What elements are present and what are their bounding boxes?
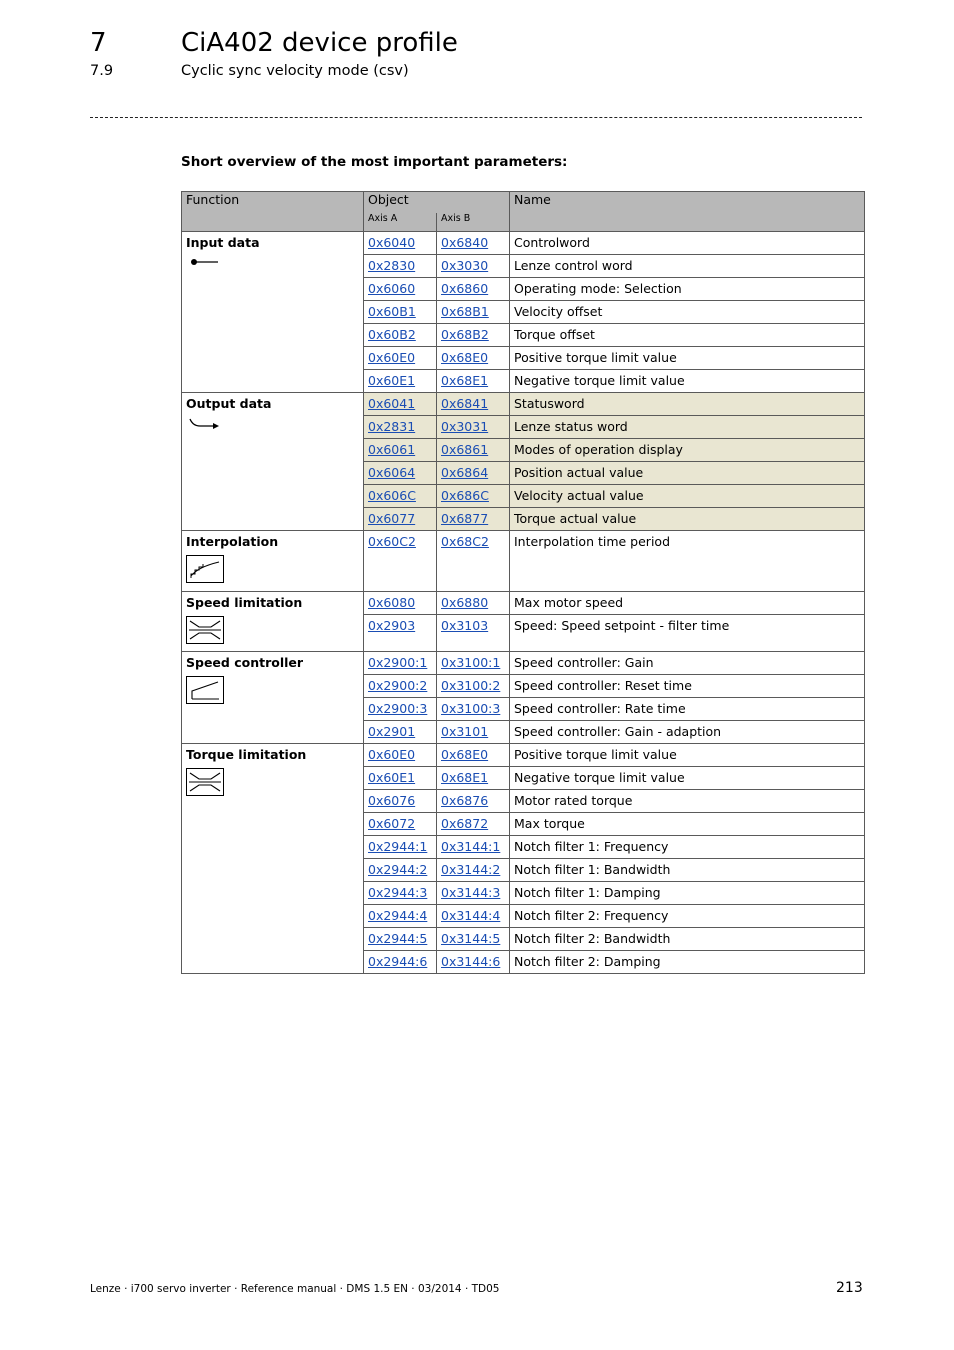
table-row [182, 592, 865, 615]
object-link-axis-a[interactable]: 0x6077 [368, 511, 416, 526]
header-axis-a: Axis A [364, 213, 437, 232]
function-cell [182, 744, 364, 974]
output-data-arrow-icon [186, 417, 359, 435]
object-cell-axis-a [364, 767, 437, 790]
object-link-axis-b[interactable]: 0x6841 [441, 396, 489, 411]
parameter-name: Negative torque limit value [510, 370, 865, 393]
object-cell-axis-a [364, 508, 437, 531]
object-cell-axis-b [437, 508, 510, 531]
object-link-axis-a[interactable]: 0x2944:1 [368, 839, 428, 854]
object-link-axis-b[interactable]: 0x68B1 [441, 304, 489, 319]
object-cell-axis-a [364, 485, 437, 508]
object-cell-axis-a [364, 675, 437, 698]
object-cell-axis-a [364, 859, 437, 882]
object-cell-axis-a [364, 813, 437, 836]
object-cell-axis-a [364, 531, 437, 592]
header-name: Name [510, 192, 865, 232]
parameter-name: Speed controller: Rate time [510, 698, 865, 721]
parameter-name: Lenze control word [510, 255, 865, 278]
object-cell-axis-a [364, 652, 437, 675]
parameter-name: Notch filter 1: Damping [510, 882, 865, 905]
object-cell-axis-a [364, 928, 437, 951]
parameter-name: Velocity actual value [510, 485, 865, 508]
function-label: Speed limitation [186, 595, 303, 610]
interpolation-icon [186, 555, 359, 587]
object-link-axis-b[interactable]: 0x6880 [441, 595, 489, 610]
object-cell-axis-b [437, 462, 510, 485]
object-cell-axis-b [437, 439, 510, 462]
object-link-axis-b[interactable]: 0x3144:2 [441, 862, 501, 877]
function-cell [182, 393, 364, 531]
parameter-name: Operating mode: Selection [510, 278, 865, 301]
object-link-axis-b[interactable]: 0x68B2 [441, 327, 489, 342]
object-cell-axis-a [364, 592, 437, 615]
parameter-name: Notch filter 2: Bandwidth [510, 928, 865, 951]
object-link-axis-a[interactable]: 0x2901 [368, 724, 416, 739]
object-link-axis-a[interactable]: 0x2900:3 [368, 701, 428, 716]
function-label: Output data [186, 396, 272, 411]
table-row [182, 531, 865, 592]
object-cell-axis-b [437, 531, 510, 592]
object-cell-axis-b [437, 859, 510, 882]
object-cell-axis-b [437, 767, 510, 790]
page-number: 213 [836, 1280, 863, 1296]
object-cell-axis-a [364, 744, 437, 767]
object-link-axis-a[interactable]: 0x6064 [368, 465, 416, 480]
object-cell-axis-a [364, 905, 437, 928]
object-link-axis-b[interactable]: 0x3100:1 [441, 655, 501, 670]
object-link-axis-a[interactable]: 0x6080 [368, 595, 416, 610]
object-cell-axis-b [437, 485, 510, 508]
parameter-name: Interpolation time period [510, 531, 865, 592]
object-cell-axis-b [437, 615, 510, 652]
object-cell-axis-a [364, 370, 437, 393]
object-link-axis-a[interactable]: 0x60B1 [368, 304, 416, 319]
object-cell-axis-b [437, 698, 510, 721]
object-cell-axis-b [437, 836, 510, 859]
header-axis-b: Axis B [437, 213, 510, 232]
object-link-axis-a[interactable]: 0x60B2 [368, 327, 416, 342]
function-label: Input data [186, 235, 260, 250]
object-cell-axis-b [437, 744, 510, 767]
parameter-name: Speed controller: Gain - adaption [510, 721, 865, 744]
object-link-axis-b[interactable]: 0x6861 [441, 442, 489, 457]
object-link-axis-a[interactable]: 0x2944:4 [368, 908, 428, 923]
object-cell-axis-a [364, 615, 437, 652]
parameter-name: Statusword [510, 393, 865, 416]
function-cell [182, 592, 364, 652]
object-link-axis-b[interactable]: 0x6840 [441, 235, 489, 250]
object-cell-axis-a [364, 698, 437, 721]
object-link-axis-b[interactable]: 0x6877 [441, 511, 489, 526]
object-cell-axis-b [437, 393, 510, 416]
object-cell-axis-b [437, 232, 510, 255]
object-link-axis-b[interactable]: 0x3101 [441, 724, 489, 739]
object-link-axis-a[interactable]: 0x2831 [368, 419, 416, 434]
object-cell-axis-a [364, 416, 437, 439]
header-function: Function [182, 192, 364, 232]
function-cell [182, 232, 364, 393]
object-cell-axis-a [364, 836, 437, 859]
parameter-name: Controlword [510, 232, 865, 255]
object-link-axis-a[interactable]: 0x60E0 [368, 350, 416, 365]
parameter-name: Speed controller: Gain [510, 652, 865, 675]
parameter-table [181, 191, 865, 974]
section-number: 7.9 [90, 63, 114, 79]
chapter-title: CiA402 device profile [181, 28, 458, 58]
parameter-name: Positive torque limit value [510, 347, 865, 370]
function-label: Speed controller [186, 655, 304, 670]
table-row [182, 232, 865, 255]
object-link-axis-b[interactable]: 0x3144:3 [441, 885, 501, 900]
object-link-axis-b[interactable]: 0x6860 [441, 281, 489, 296]
object-link-axis-a[interactable]: 0x2900:1 [368, 655, 428, 670]
object-link-axis-b[interactable]: 0x6864 [441, 465, 489, 480]
object-cell-axis-b [437, 278, 510, 301]
object-link-axis-a[interactable]: 0x2944:5 [368, 931, 428, 946]
object-link-axis-a[interactable]: 0x60E1 [368, 373, 416, 388]
object-link-axis-a[interactable]: 0x606C [368, 488, 416, 503]
parameter-name: Torque offset [510, 324, 865, 347]
object-cell-axis-b [437, 301, 510, 324]
object-link-axis-a[interactable]: 0x60C2 [368, 534, 416, 549]
object-cell-axis-b [437, 592, 510, 615]
object-link-axis-a[interactable]: 0x60E1 [368, 770, 416, 785]
parameter-name: Notch filter 1: Frequency [510, 836, 865, 859]
object-cell-axis-a [364, 324, 437, 347]
parameter-name: Speed controller: Reset time [510, 675, 865, 698]
object-link-axis-a[interactable]: 0x6061 [368, 442, 416, 457]
object-link-axis-a[interactable]: 0x2830 [368, 258, 416, 273]
parameter-name: Notch filter 2: Damping [510, 951, 865, 974]
object-cell-axis-a [364, 951, 437, 974]
object-link-axis-b[interactable]: 0x68C2 [441, 534, 489, 549]
object-cell-axis-b [437, 905, 510, 928]
object-cell-axis-a [364, 347, 437, 370]
object-link-axis-a[interactable]: 0x6041 [368, 396, 416, 411]
table-intro-heading: Short overview of the most important parameters: [181, 154, 568, 170]
parameter-name: Velocity offset [510, 301, 865, 324]
object-link-axis-b[interactable]: 0x3100:3 [441, 701, 501, 716]
limitation-icon [186, 616, 359, 648]
parameter-name: Max torque [510, 813, 865, 836]
parameter-name: Max motor speed [510, 592, 865, 615]
object-cell-axis-b [437, 813, 510, 836]
object-link-axis-b[interactable]: 0x68E0 [441, 747, 489, 762]
parameter-name: Torque actual value [510, 508, 865, 531]
parameter-name: Modes of operation display [510, 439, 865, 462]
object-link-axis-b[interactable]: 0x3144:5 [441, 931, 501, 946]
input-data-arrow-icon [186, 256, 359, 272]
function-label: Interpolation [186, 534, 279, 549]
object-link-axis-a[interactable]: 0x2944:3 [368, 885, 428, 900]
object-link-axis-b[interactable]: 0x6876 [441, 793, 489, 808]
object-cell-axis-b [437, 370, 510, 393]
object-link-axis-a[interactable]: 0x2903 [368, 618, 416, 633]
parameter-name: Notch filter 2: Frequency [510, 905, 865, 928]
footer-text: Lenze · i700 servo inverter · Reference manual · DMS 1.5 EN · 03/2014 · TD05 [90, 1283, 500, 1295]
object-link-axis-a[interactable]: 0x6072 [368, 816, 416, 831]
object-link-axis-a[interactable]: 0x60E0 [368, 747, 416, 762]
object-cell-axis-a [364, 790, 437, 813]
parameter-name: Positive torque limit value [510, 744, 865, 767]
object-cell-axis-a [364, 721, 437, 744]
function-cell [182, 652, 364, 744]
object-link-axis-b[interactable]: 0x6872 [441, 816, 489, 831]
section-title: Cyclic sync velocity mode (csv) [181, 63, 409, 79]
object-cell-axis-a [364, 278, 437, 301]
object-cell-axis-b [437, 652, 510, 675]
object-link-axis-b[interactable]: 0x3030 [441, 258, 489, 273]
header-divider [90, 117, 862, 118]
object-cell-axis-a [364, 439, 437, 462]
limitation-icon [186, 768, 359, 800]
object-link-axis-b[interactable]: 0x3144:6 [441, 954, 501, 969]
object-link-axis-a[interactable]: 0x2944:6 [368, 954, 428, 969]
object-cell-axis-a [364, 393, 437, 416]
object-cell-axis-a [364, 255, 437, 278]
parameter-name: Motor rated torque [510, 790, 865, 813]
function-cell [182, 531, 364, 592]
object-cell-axis-b [437, 324, 510, 347]
object-link-axis-a[interactable]: 0x2900:2 [368, 678, 428, 693]
object-link-axis-b[interactable]: 0x68E1 [441, 770, 489, 785]
object-cell-axis-a [364, 882, 437, 905]
object-cell-axis-b [437, 790, 510, 813]
parameter-name: Negative torque limit value [510, 767, 865, 790]
object-cell-axis-a [364, 462, 437, 485]
parameter-name: Lenze status word [510, 416, 865, 439]
table-row [182, 744, 865, 767]
object-link-axis-a[interactable]: 0x6060 [368, 281, 416, 296]
header-object: Object [364, 192, 510, 213]
object-link-axis-b[interactable]: 0x3144:1 [441, 839, 501, 854]
object-cell-axis-b [437, 721, 510, 744]
parameter-name: Notch filter 1: Bandwidth [510, 859, 865, 882]
object-link-axis-a[interactable]: 0x6040 [368, 235, 416, 250]
function-label: Torque limitation [186, 747, 307, 762]
object-cell-axis-b [437, 951, 510, 974]
object-link-axis-b[interactable]: 0x686C [441, 488, 489, 503]
controller-icon [186, 676, 359, 708]
object-cell-axis-b [437, 882, 510, 905]
object-link-axis-b[interactable]: 0x68E1 [441, 373, 489, 388]
parameter-name: Position actual value [510, 462, 865, 485]
object-link-axis-b[interactable]: 0x68E0 [441, 350, 489, 365]
object-link-axis-a[interactable]: 0x6076 [368, 793, 416, 808]
object-link-axis-a[interactable]: 0x2944:2 [368, 862, 428, 877]
object-cell-axis-b [437, 255, 510, 278]
table-row [182, 652, 865, 675]
chapter-number: 7 [90, 28, 107, 58]
object-cell-axis-b [437, 675, 510, 698]
object-cell-axis-b [437, 416, 510, 439]
object-cell-axis-b [437, 928, 510, 951]
object-link-axis-b[interactable]: 0x3144:4 [441, 908, 501, 923]
object-cell-axis-a [364, 232, 437, 255]
object-link-axis-b[interactable]: 0x3103 [441, 618, 489, 633]
object-cell-axis-a [364, 301, 437, 324]
object-cell-axis-b [437, 347, 510, 370]
table-row [182, 393, 865, 416]
parameter-name: Speed: Speed setpoint - filter time [510, 615, 865, 652]
object-link-axis-b[interactable]: 0x3100:2 [441, 678, 501, 693]
object-link-axis-b[interactable]: 0x3031 [441, 419, 489, 434]
